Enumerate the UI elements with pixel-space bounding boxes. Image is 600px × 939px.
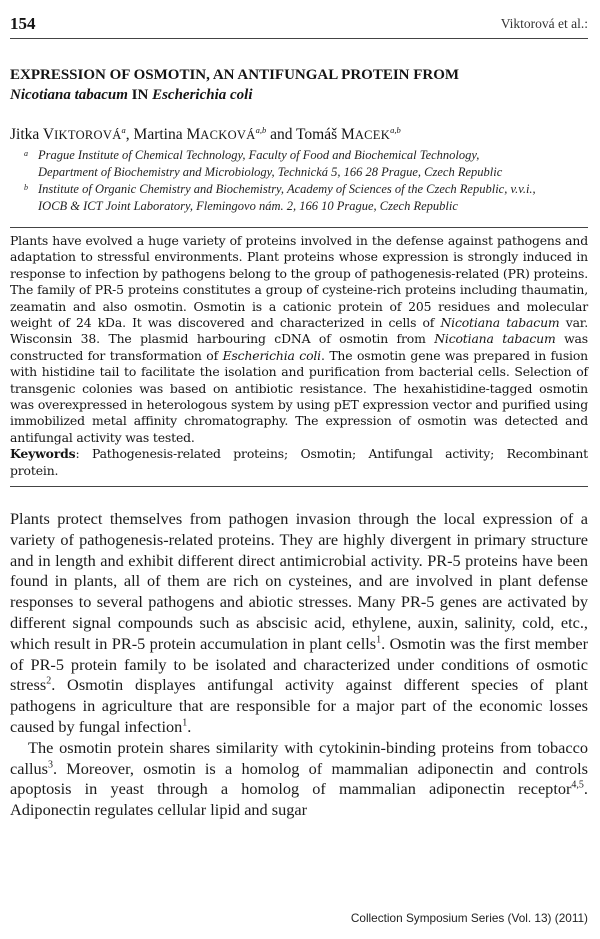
body-p2-b: . Moreover, osmotin is a homolog of mammalian adiponectin and controls apoptosis in yeast through a homolog of mammalian adiponectin receptor [10,758,588,799]
abstract-organism-1: Nicotiana tabacum [440,315,560,331]
citation-ref: 1 [182,717,188,729]
affiliation-a-line-2: Department of Biochemistry and Microbiology, Technická 5, 166 28 Prague, Czech Republic [38,165,503,179]
body-p2-a: The osmotin protein shares similarity with cytokinin-binding proteins from tobacco callus [10,737,588,778]
affiliation-a-line-1: Prague Institute of Chemical Technology, Faculty of Food and Biochemical Technology, [38,148,480,162]
author-1-surname: IKTOROVÁ [54,128,122,142]
author-3-affil: a,b [390,124,401,135]
body-p1-b: . Osmotin was the first member of PR-5 protein family to be isolated and characterized under conditions of osmotic stress [10,633,588,695]
affiliation-a: a Prague Institute of Chemical Technology, Faculty of Food and Biochemical Technology, Department of Biochemistry and Microbiology, Technická 5, 166 28 Prague, Czech Republic [10,147,588,181]
body-p2-c: . Adiponectin regulates cellular lipid and sugar [10,779,588,820]
page-header [10,14,588,38]
abstract-organism-3: Escherichia coli [222,347,321,363]
page-footer: Collection Symposium Series (Vol. 13) (2011) [350,911,588,925]
affiliation-b-line-2: IOCB & ICT Joint Laboratory, Flemingovo nám. 2, 166 10 Prague, Czech Republic [38,199,458,213]
title-line-1: EXPRESSION OF OSMOTIN, AN ANTIFUNGAL PROTEIN FROM [10,67,460,83]
author-2-surname: ACKOVÁ [200,128,256,142]
body-text [10,509,588,821]
paper-title [10,65,588,105]
author-sep-1: , Martina [125,126,187,143]
abstract-part-2: var. Wisconsin 38. The plasmid harbouring cDNA of osmotin from [10,315,589,347]
abstract-part-4: . The osmotin gene was prepared in fusion with histidine tail to facilitate the isolation and purification from bacterial cells. Selection of transgenic colonies was based on antibiotic resistance. The hexahistidine-tagged osmotin was overexpressed in heterologous system by using pET expression vector and purified using immobilized metal affinity chromatography. The expression of osmotin was detected and antifungal activity was tested. [10,347,588,445]
abstract-part-1: Plants have evolved a huge variety of proteins involved in the defense against pathogens and adaptation to stressful environments. Plant proteins whose expression is strongly induced in response to infection by pathogens belong to the group of pathogenesis-related (PR) proteins. The family of PR-5 proteins constitutes a group of cysteine-rich proteins including thaumatin, zeamatin and also osmotin. Osmotin is a cationic protein of 205 residues and molecular weight of 24 kDa. It was discovered and characterized in cells of [10,233,588,331]
body-p1-a: Plants protect themselves from pathogen invasion through the local expression of a variety of pathogenesis-related proteins. They are highly divergent in primary structure and in length and exhibit different direct antimicrobial activity. PR-5 proteins have been found in plants, all of them are rich on cysteines, and are involved in plant defense responses to several pathogens and abiotic stresses. Many PR-5 genes are activated by different signal compounds such as abscisic acid, ethylene, auxin, salinity, cold, etc., which result in PR-5 protein accumulation in plant cells [10,509,588,653]
author-3-initial: M [341,126,355,143]
abstract-text [10,233,588,446]
author-1-first: Jitka [10,126,43,143]
title-connector: IN [127,87,153,103]
citation-ref: 3 [47,759,53,771]
header-rule [10,38,588,39]
running-head: Viktorová et al.: [500,16,588,31]
citation-ref: 2 [46,676,52,688]
citation-ref: 4,5 [571,780,584,792]
keywords [10,446,588,479]
keywords-label: Keywords [10,446,76,462]
paper-page [10,14,588,929]
abstract [10,227,588,487]
body-paragraph-1 [10,509,588,738]
abstract-organism-2: Nicotiana tabacum [434,331,556,347]
body-p1-c: . Osmotin displayes antifungal activity against different species of plant pathogens in agriculture that are responsible for a major part of the economic losses caused by fungal infection [10,675,588,737]
title-line-2 [10,85,588,105]
body-paragraph-2 [10,738,588,821]
body-p1-d: . [187,717,192,737]
author-2-initial: M [186,126,201,143]
author-1-affil: a [121,124,126,135]
abstract-part-3: was constructed for transformation of [10,331,588,363]
affiliations [10,147,588,215]
title-organism-2: Escherichia coli [152,87,253,103]
affiliation-b: b Institute of Organic Chemistry and Biochemistry, Academy of Sciences of the Czech Republic, v.v.i., IOCB & ICT Joint Laboratory, Flemingovo nám. 2, 166 10 Prague, Czech Republic [10,181,588,215]
author-2-affil: a,b [255,124,267,135]
author-sep-2: and Tomáš [266,126,342,143]
affiliation-b-line-1: Institute of Organic Chemistry and Biochemistry, Academy of Sciences of the Czech Republic, v.v.i., [38,182,536,196]
author-3-surname: ACEK [354,128,391,142]
page-number: 154 [10,14,36,33]
author-1-initial: V [42,126,55,143]
keywords-list: : Pathogenesis-related proteins; Osmotin; Antifungal activity; Recombinant protein. [10,446,588,478]
author-list [10,125,588,145]
citation-ref: 1 [376,634,382,646]
title-organism-1: Nicotiana tabacum [10,87,128,103]
